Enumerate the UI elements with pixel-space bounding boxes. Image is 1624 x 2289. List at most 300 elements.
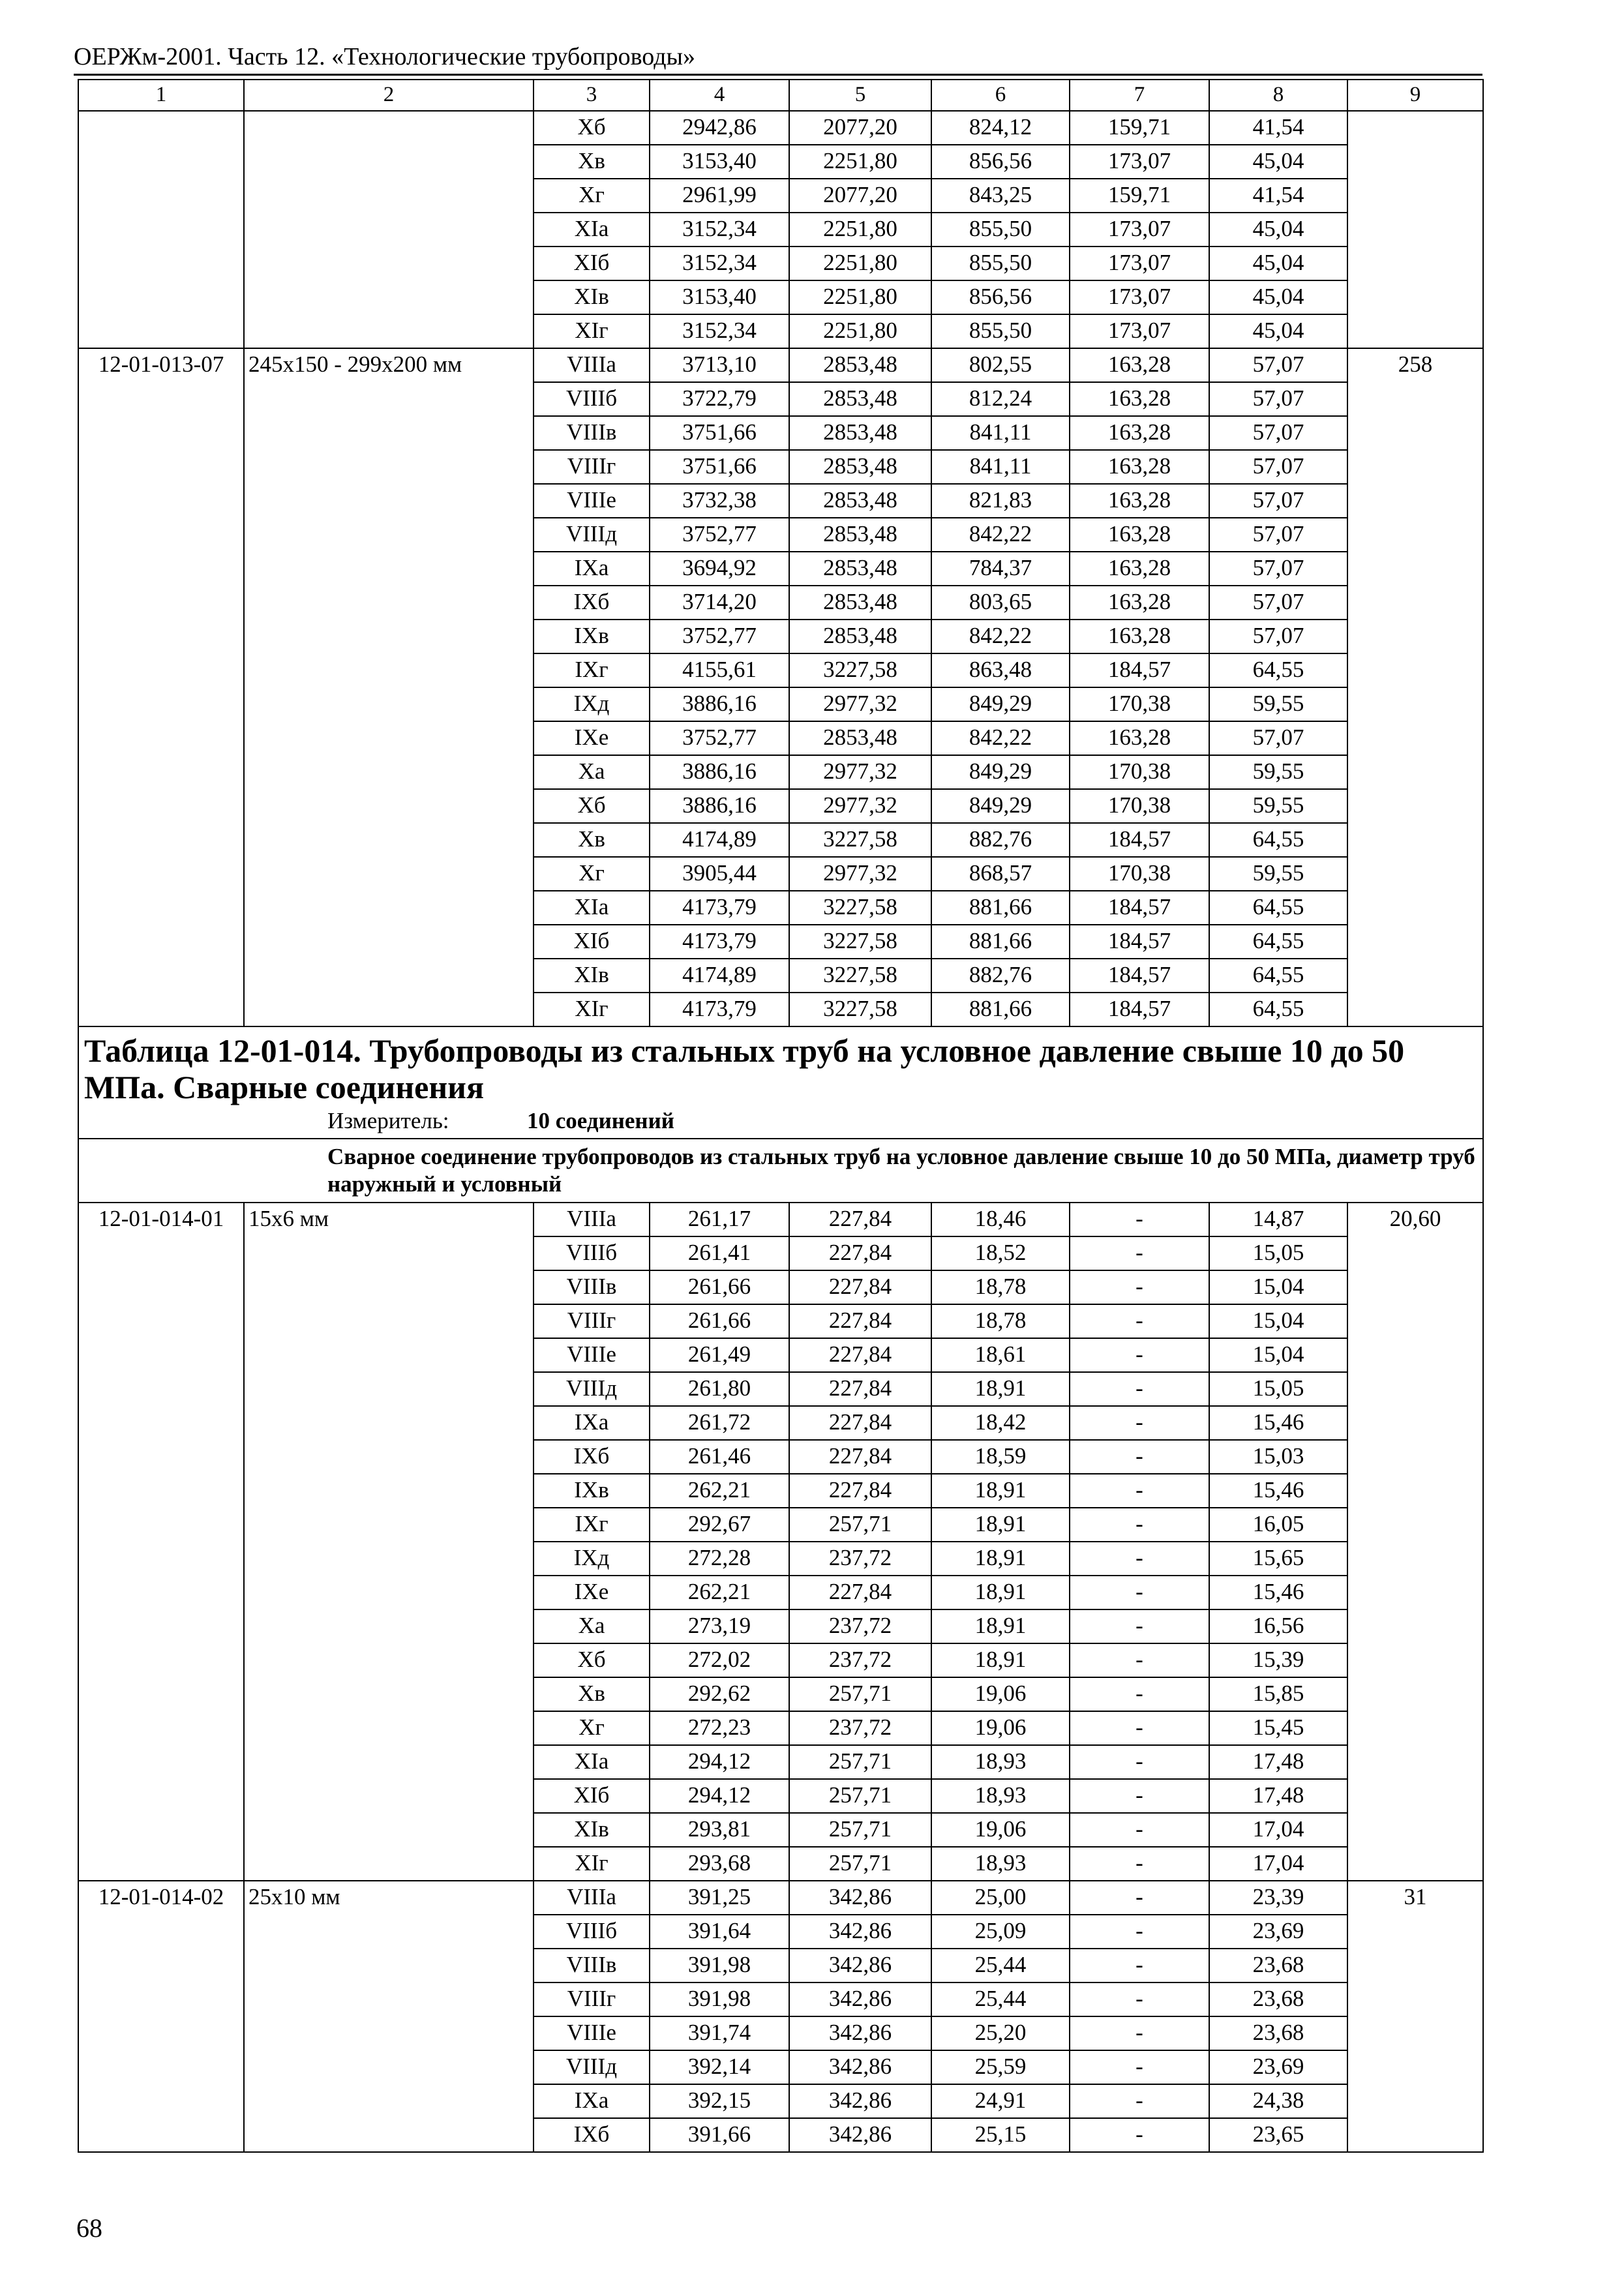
region-zone: XIв [534, 959, 650, 993]
column-number: 8 [1209, 80, 1347, 111]
materials-cost: 15,65 [1209, 1542, 1347, 1576]
machine-cost: 812,24 [931, 382, 1070, 416]
total-cost: 292,67 [650, 1508, 789, 1542]
total-cost: 391,98 [650, 1949, 789, 1982]
wages: 2853,48 [789, 382, 931, 416]
machine-cost: 18,91 [931, 1609, 1070, 1643]
machinist-wages: - [1070, 1609, 1209, 1643]
machine-cost: 784,37 [931, 552, 1070, 586]
total-cost: 3752,77 [650, 721, 789, 755]
region-zone: Xв [534, 145, 650, 179]
region-zone: IXб [534, 2118, 650, 2152]
wages: 257,71 [789, 1813, 931, 1847]
labor-cost: 31 [1347, 1881, 1483, 2152]
machinist-wages: 163,28 [1070, 620, 1209, 653]
materials-cost: 45,04 [1209, 314, 1347, 348]
machine-cost: 18,91 [931, 1474, 1070, 1508]
machine-cost: 18,91 [931, 1643, 1070, 1677]
header-rule [74, 74, 1482, 76]
machine-cost: 25,20 [931, 2016, 1070, 2050]
machine-cost: 882,76 [931, 959, 1070, 993]
total-cost: 392,14 [650, 2050, 789, 2084]
machinist-wages: 184,57 [1070, 959, 1209, 993]
pipe-size: 15x6 мм [244, 1203, 534, 1881]
total-cost: 272,23 [650, 1711, 789, 1745]
region-zone: XIa [534, 213, 650, 247]
machinist-wages: 170,38 [1070, 687, 1209, 721]
materials-cost: 64,55 [1209, 653, 1347, 687]
machinist-wages: - [1070, 1813, 1209, 1847]
machinist-wages: - [1070, 1779, 1209, 1813]
total-cost: 391,98 [650, 1982, 789, 2016]
region-zone: Xa [534, 755, 650, 789]
total-cost: 391,74 [650, 2016, 789, 2050]
machinist-wages: 184,57 [1070, 993, 1209, 1026]
machine-cost: 18,61 [931, 1338, 1070, 1372]
machine-cost: 25,59 [931, 2050, 1070, 2084]
wages: 342,86 [789, 2016, 931, 2050]
machine-cost: 25,44 [931, 1982, 1070, 2016]
machine-cost: 842,22 [931, 620, 1070, 653]
machine-cost: 25,00 [931, 1881, 1070, 1915]
materials-cost: 45,04 [1209, 213, 1347, 247]
total-cost: 2961,99 [650, 179, 789, 213]
wages: 227,84 [789, 1372, 931, 1406]
machinist-wages: 173,07 [1070, 213, 1209, 247]
region-zone: XIг [534, 1847, 650, 1881]
machine-cost: 18,59 [931, 1440, 1070, 1474]
machinist-wages: 163,28 [1070, 552, 1209, 586]
materials-cost: 15,05 [1209, 1372, 1347, 1406]
wages: 227,84 [789, 1576, 931, 1609]
region-zone: VIIIд [534, 2050, 650, 2084]
region-zone: VIIIв [534, 1949, 650, 1982]
wages: 2853,48 [789, 518, 931, 552]
materials-cost: 23,68 [1209, 1982, 1347, 2016]
rate-code: 12-01-014-01 [78, 1203, 244, 1881]
machinist-wages: 163,28 [1070, 348, 1209, 382]
total-cost: 262,21 [650, 1576, 789, 1609]
materials-cost: 57,07 [1209, 518, 1347, 552]
wages: 2977,32 [789, 789, 931, 823]
total-cost: 261,41 [650, 1236, 789, 1270]
materials-cost: 15,46 [1209, 1576, 1347, 1609]
materials-cost: 59,55 [1209, 687, 1347, 721]
machinist-wages: - [1070, 1982, 1209, 2016]
wages: 237,72 [789, 1711, 931, 1745]
region-zone: VIIIe [534, 2016, 650, 2050]
machine-cost: 25,09 [931, 1915, 1070, 1949]
total-cost: 3153,40 [650, 280, 789, 314]
machinist-wages: 159,71 [1070, 111, 1209, 145]
region-zone: Xв [534, 1677, 650, 1711]
machinist-wages: 163,28 [1070, 721, 1209, 755]
unit-row [78, 1105, 1483, 1139]
wages: 257,71 [789, 1508, 931, 1542]
wages: 2853,48 [789, 620, 931, 653]
total-cost: 261,72 [650, 1406, 789, 1440]
machinist-wages: 163,28 [1070, 450, 1209, 484]
materials-cost: 15,03 [1209, 1440, 1347, 1474]
machine-cost: 856,56 [931, 280, 1070, 314]
machine-cost: 802,55 [931, 348, 1070, 382]
machinist-wages: - [1070, 1949, 1209, 1982]
machinist-wages: 163,28 [1070, 586, 1209, 620]
total-cost: 4174,89 [650, 959, 789, 993]
machinist-wages: - [1070, 1542, 1209, 1576]
wages: 3227,58 [789, 823, 931, 857]
materials-cost: 64,55 [1209, 891, 1347, 925]
region-zone: XIб [534, 925, 650, 959]
region-zone: VIIIв [534, 1270, 650, 1304]
wages: 237,72 [789, 1609, 931, 1643]
region-zone: Xб [534, 1643, 650, 1677]
materials-cost: 57,07 [1209, 348, 1347, 382]
region-zone: XIб [534, 247, 650, 280]
column-number-row [78, 80, 1483, 111]
wages: 2853,48 [789, 721, 931, 755]
region-zone: IXг [534, 653, 650, 687]
materials-cost: 17,48 [1209, 1745, 1347, 1779]
wages: 237,72 [789, 1643, 931, 1677]
total-cost: 3752,77 [650, 620, 789, 653]
machinist-wages: 173,07 [1070, 314, 1209, 348]
total-cost: 3886,16 [650, 755, 789, 789]
total-cost: 4173,79 [650, 891, 789, 925]
materials-cost: 23,69 [1209, 1915, 1347, 1949]
total-cost: 294,12 [650, 1779, 789, 1813]
table-row [78, 1881, 1483, 1915]
wages: 342,86 [789, 1915, 931, 1949]
materials-cost: 15,85 [1209, 1677, 1347, 1711]
materials-cost: 15,04 [1209, 1270, 1347, 1304]
region-zone: IXб [534, 1440, 650, 1474]
description-text: Сварное соединение трубопроводов из стальных труб на условное давление свыше 10 до 50 МПа, диаметр труб наружный и условный [327, 1144, 1475, 1197]
wages: 2853,48 [789, 450, 931, 484]
machine-cost: 18,78 [931, 1304, 1070, 1338]
machinist-wages: - [1070, 1406, 1209, 1440]
materials-cost: 64,55 [1209, 823, 1347, 857]
machinist-wages: - [1070, 1440, 1209, 1474]
wages: 257,71 [789, 1677, 931, 1711]
wages: 257,71 [789, 1847, 931, 1881]
materials-cost: 41,54 [1209, 179, 1347, 213]
wages: 227,84 [789, 1270, 931, 1304]
column-number: 4 [650, 80, 789, 111]
table-title: Таблица 12-01-014. Трубопроводы из стальных труб на условное давление свыше 10 до 50 МПа. Сварные соединения [78, 1026, 1483, 1105]
machine-cost: 18,93 [931, 1779, 1070, 1813]
total-cost: 391,25 [650, 1881, 789, 1915]
machine-cost: 18,52 [931, 1236, 1070, 1270]
total-cost: 261,49 [650, 1338, 789, 1372]
labor-cost: 258 [1347, 348, 1483, 1026]
machine-cost: 18,93 [931, 1745, 1070, 1779]
unit-label: Измеритель: [327, 1108, 449, 1133]
region-zone: VIIIг [534, 1304, 650, 1338]
column-number: 2 [244, 80, 534, 111]
materials-cost: 17,04 [1209, 1813, 1347, 1847]
total-cost: 272,02 [650, 1643, 789, 1677]
rates-table [78, 79, 1484, 2153]
materials-cost: 64,55 [1209, 959, 1347, 993]
total-cost: 3732,38 [650, 484, 789, 518]
materials-cost: 57,07 [1209, 416, 1347, 450]
machine-cost: 18,78 [931, 1270, 1070, 1304]
machine-cost: 821,83 [931, 484, 1070, 518]
region-zone: Xб [534, 789, 650, 823]
rate-code: 12-01-014-02 [78, 1881, 244, 2152]
machinist-wages: - [1070, 1474, 1209, 1508]
wages: 2977,32 [789, 687, 931, 721]
machine-cost: 881,66 [931, 925, 1070, 959]
description-row [78, 1139, 1483, 1203]
wages: 342,86 [789, 2118, 931, 2152]
machinist-wages: 173,07 [1070, 145, 1209, 179]
machinist-wages: 184,57 [1070, 891, 1209, 925]
column-number: 1 [78, 80, 244, 111]
labor-cost-empty [1347, 111, 1483, 348]
machine-cost: 842,22 [931, 721, 1070, 755]
running-header: ОЕРЖм-2001. Часть 12. «Технологические трубопроводы» [74, 43, 696, 70]
materials-cost: 17,48 [1209, 1779, 1347, 1813]
materials-cost: 23,68 [1209, 2016, 1347, 2050]
machine-cost: 849,29 [931, 789, 1070, 823]
total-cost: 3905,44 [650, 857, 789, 891]
region-zone: IXe [534, 721, 650, 755]
total-cost: 3152,34 [650, 314, 789, 348]
machinist-wages: - [1070, 1338, 1209, 1372]
machine-cost: 18,91 [931, 1576, 1070, 1609]
total-cost: 292,62 [650, 1677, 789, 1711]
materials-cost: 59,55 [1209, 857, 1347, 891]
machine-cost: 18,46 [931, 1203, 1070, 1236]
region-zone: VIIIв [534, 416, 650, 450]
column-number: 7 [1070, 80, 1209, 111]
materials-cost: 15,46 [1209, 1474, 1347, 1508]
region-zone: IXг [534, 1508, 650, 1542]
machine-cost: 18,91 [931, 1542, 1070, 1576]
region-zone: IXa [534, 1406, 650, 1440]
wages: 2251,80 [789, 213, 931, 247]
region-zone: VIIIб [534, 382, 650, 416]
materials-cost: 45,04 [1209, 247, 1347, 280]
total-cost: 3722,79 [650, 382, 789, 416]
machinist-wages: - [1070, 1677, 1209, 1711]
total-cost: 272,28 [650, 1542, 789, 1576]
machine-cost: 25,15 [931, 2118, 1070, 2152]
machinist-wages: - [1070, 1372, 1209, 1406]
rate-code-empty [78, 111, 244, 348]
machine-cost: 843,25 [931, 179, 1070, 213]
wages: 227,84 [789, 1236, 931, 1270]
pipe-size: 25x10 мм [244, 1881, 534, 2152]
wages: 2853,48 [789, 586, 931, 620]
materials-cost: 64,55 [1209, 925, 1347, 959]
machinist-wages: 184,57 [1070, 823, 1209, 857]
region-zone: VIIIг [534, 450, 650, 484]
total-cost: 4173,79 [650, 925, 789, 959]
materials-cost: 15,04 [1209, 1338, 1347, 1372]
materials-cost: 15,39 [1209, 1643, 1347, 1677]
region-zone: XIб [534, 1779, 650, 1813]
region-zone: XIг [534, 993, 650, 1026]
materials-cost: 15,45 [1209, 1711, 1347, 1745]
table-row [78, 1203, 1483, 1236]
region-zone: Xг [534, 857, 650, 891]
column-number: 5 [789, 80, 931, 111]
machinist-wages: 163,28 [1070, 484, 1209, 518]
materials-cost: 45,04 [1209, 145, 1347, 179]
machine-cost: 25,44 [931, 1949, 1070, 1982]
region-zone: IXe [534, 1576, 650, 1609]
machine-cost: 19,06 [931, 1711, 1070, 1745]
wages: 2853,48 [789, 416, 931, 450]
column-number: 9 [1347, 80, 1483, 111]
machine-cost: 841,11 [931, 416, 1070, 450]
total-cost: 293,81 [650, 1813, 789, 1847]
machinist-wages: - [1070, 1847, 1209, 1881]
total-cost: 3886,16 [650, 687, 789, 721]
materials-cost: 59,55 [1209, 755, 1347, 789]
region-zone: VIIIa [534, 348, 650, 382]
region-zone: Xб [534, 111, 650, 145]
region-zone: VIIIa [534, 1881, 650, 1915]
materials-cost: 57,07 [1209, 450, 1347, 484]
wages: 2251,80 [789, 247, 931, 280]
machine-cost: 824,12 [931, 111, 1070, 145]
materials-cost: 24,38 [1209, 2084, 1347, 2118]
machinist-wages: 173,07 [1070, 280, 1209, 314]
materials-cost: 57,07 [1209, 620, 1347, 653]
region-zone: XIг [534, 314, 650, 348]
machinist-wages: - [1070, 1236, 1209, 1270]
wages: 2977,32 [789, 755, 931, 789]
machinist-wages: 170,38 [1070, 857, 1209, 891]
machinist-wages: 184,57 [1070, 925, 1209, 959]
machine-cost: 849,29 [931, 687, 1070, 721]
unit-cell [78, 1105, 1483, 1139]
machinist-wages: 173,07 [1070, 247, 1209, 280]
machine-cost: 868,57 [931, 857, 1070, 891]
total-cost: 261,46 [650, 1440, 789, 1474]
wages: 2251,80 [789, 280, 931, 314]
unit-value: 10 соединений [527, 1108, 674, 1133]
machinist-wages: - [1070, 1576, 1209, 1609]
region-zone: VIIIб [534, 1915, 650, 1949]
total-cost: 261,66 [650, 1304, 789, 1338]
wages: 342,86 [789, 2084, 931, 2118]
wages: 2077,20 [789, 179, 931, 213]
wages: 2853,48 [789, 552, 931, 586]
wages: 3227,58 [789, 959, 931, 993]
total-cost: 3694,92 [650, 552, 789, 586]
total-cost: 3152,34 [650, 213, 789, 247]
materials-cost: 57,07 [1209, 484, 1347, 518]
materials-cost: 41,54 [1209, 111, 1347, 145]
wages: 342,86 [789, 1949, 931, 1982]
machine-cost: 19,06 [931, 1677, 1070, 1711]
total-cost: 4173,79 [650, 993, 789, 1026]
region-zone: XIa [534, 1745, 650, 1779]
wages: 2251,80 [789, 145, 931, 179]
materials-cost: 16,56 [1209, 1609, 1347, 1643]
total-cost: 273,19 [650, 1609, 789, 1643]
region-zone: XIa [534, 891, 650, 925]
total-cost: 293,68 [650, 1847, 789, 1881]
region-zone: VIIIг [534, 1982, 650, 2016]
total-cost: 3713,10 [650, 348, 789, 382]
region-zone: IXб [534, 586, 650, 620]
machinist-wages: - [1070, 2084, 1209, 2118]
region-zone: IXa [534, 2084, 650, 2118]
region-zone: Xг [534, 1711, 650, 1745]
wages: 227,84 [789, 1304, 931, 1338]
materials-cost: 57,07 [1209, 552, 1347, 586]
machine-cost: 803,65 [931, 586, 1070, 620]
region-zone: VIIIe [534, 1338, 650, 1372]
materials-cost: 17,04 [1209, 1847, 1347, 1881]
total-cost: 4174,89 [650, 823, 789, 857]
region-zone: IXa [534, 552, 650, 586]
wages: 2077,20 [789, 111, 931, 145]
machine-cost: 18,91 [931, 1508, 1070, 1542]
machinist-wages: 184,57 [1070, 653, 1209, 687]
total-cost: 3152,34 [650, 247, 789, 280]
total-cost: 3751,66 [650, 416, 789, 450]
wages: 227,84 [789, 1406, 931, 1440]
materials-cost: 23,68 [1209, 1949, 1347, 1982]
region-zone: IXд [534, 1542, 650, 1576]
wages: 3227,58 [789, 653, 931, 687]
machinist-wages: 163,28 [1070, 518, 1209, 552]
total-cost: 261,80 [650, 1372, 789, 1406]
page-number: 68 [76, 2213, 102, 2243]
machinist-wages: - [1070, 2118, 1209, 2152]
materials-cost: 23,39 [1209, 1881, 1347, 1915]
wages: 3227,58 [789, 925, 931, 959]
wages: 237,72 [789, 1542, 931, 1576]
machine-cost: 18,91 [931, 1372, 1070, 1406]
machinist-wages: - [1070, 1745, 1209, 1779]
table-row [78, 111, 1483, 145]
machine-cost: 855,50 [931, 213, 1070, 247]
materials-cost: 15,05 [1209, 1236, 1347, 1270]
machine-cost: 881,66 [931, 993, 1070, 1026]
machine-cost: 863,48 [931, 653, 1070, 687]
machine-cost: 24,91 [931, 2084, 1070, 2118]
machinist-wages: - [1070, 2016, 1209, 2050]
machinist-wages: - [1070, 1203, 1209, 1236]
wages: 2853,48 [789, 348, 931, 382]
machine-cost: 18,42 [931, 1406, 1070, 1440]
pipe-size-empty [244, 111, 534, 348]
region-zone: XIв [534, 280, 650, 314]
wages: 2977,32 [789, 857, 931, 891]
total-cost: 3752,77 [650, 518, 789, 552]
machine-cost: 19,06 [931, 1813, 1070, 1847]
total-cost: 3886,16 [650, 789, 789, 823]
region-zone: VIIIe [534, 484, 650, 518]
materials-cost: 57,07 [1209, 382, 1347, 416]
wages: 2251,80 [789, 314, 931, 348]
materials-cost: 57,07 [1209, 721, 1347, 755]
machine-cost: 881,66 [931, 891, 1070, 925]
machinist-wages: - [1070, 2050, 1209, 2084]
region-zone: VIIIб [534, 1236, 650, 1270]
total-cost: 3153,40 [650, 145, 789, 179]
region-zone: Xa [534, 1609, 650, 1643]
machine-cost: 856,56 [931, 145, 1070, 179]
